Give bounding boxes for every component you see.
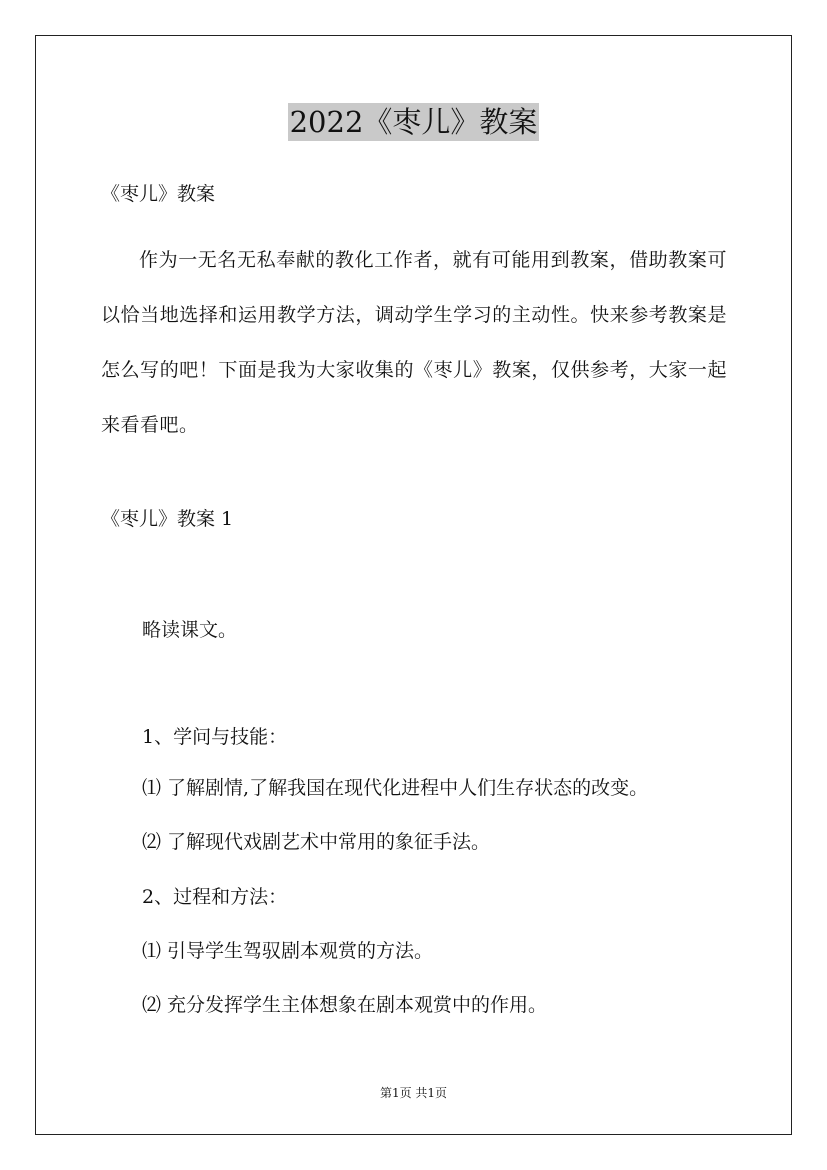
body-line: ⑴ 引导学生驾驭剧本观赏的方法。	[142, 940, 434, 962]
document-subtitle: 《枣儿》教案	[101, 183, 216, 205]
body-line: 2、过程和方法：	[142, 886, 288, 908]
body-line: ⑴ 了解剧情,了解我国在现代化进程中人们生存状态的改变。	[142, 777, 649, 799]
intro-paragraph: 作为一无名无私奉献的教化工作者，就有可能用到教案，借助教案可以恰当地选择和运用教学方法，调动学生学习的主动性。快来参考教案是怎么写的吧！下面是我为大家收集的《枣儿》教案，仅供参考，大家一起来看看吧。	[101, 249, 727, 436]
document-title: 2022《枣儿》教案	[289, 105, 538, 139]
body-line: 1、学问与技能：	[142, 726, 288, 748]
page-footer: 第1页 共1页	[379, 1086, 448, 1100]
title-container	[0, 103, 827, 141]
body-line: ⑵ 了解现代戏剧艺术中常用的象征手法。	[142, 831, 491, 853]
section-heading: 《枣儿》教案 1	[101, 508, 234, 530]
body-line: ⑵ 充分发挥学生主体想象在剧本观赏中的作用。	[142, 994, 548, 1016]
body-line: 略读课文。	[142, 619, 238, 641]
